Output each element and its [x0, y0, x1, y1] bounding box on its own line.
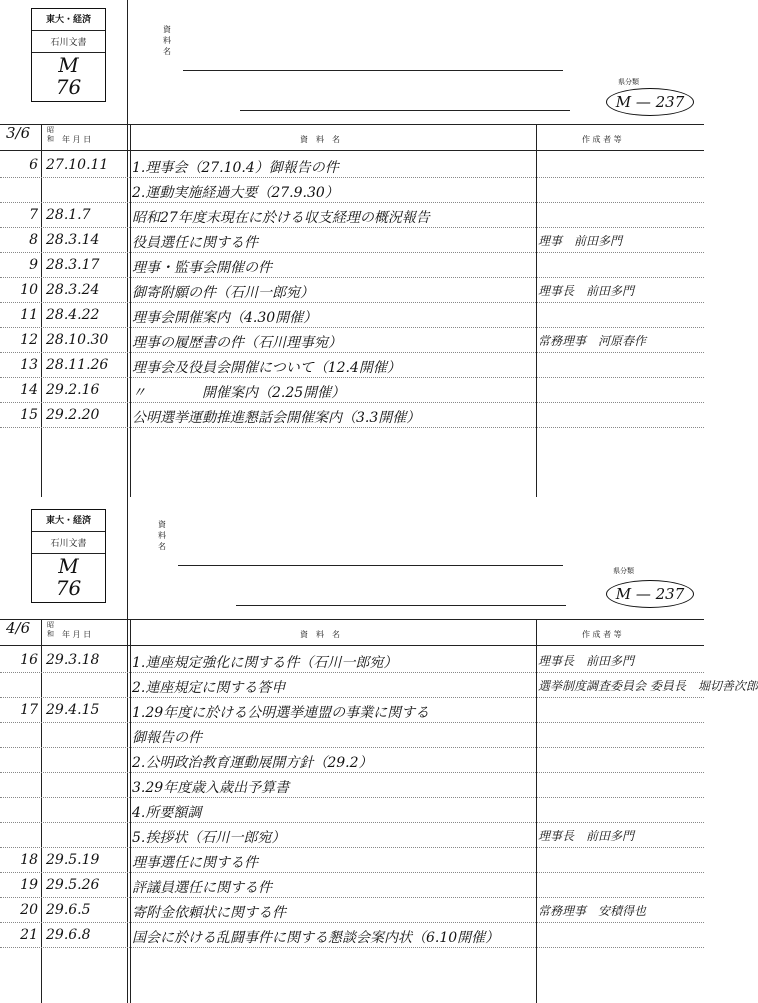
stamp-code-letter: M — [58, 53, 79, 77]
stamp-code-letter: M — [58, 554, 79, 578]
col-era: 昭和 — [47, 126, 54, 143]
record-number: 9 — [29, 257, 38, 273]
table-row — [0, 328, 704, 353]
col-date: 年 月 日 — [62, 630, 92, 639]
record-date: 29.6.8 — [46, 927, 91, 943]
classification-label: 県分類 — [618, 78, 639, 86]
record-date: 29.3.18 — [46, 652, 100, 668]
stamp-line1: 東大・経済 — [45, 516, 91, 526]
record-title: 理事・監事会開催の件 — [132, 260, 272, 276]
record-date: 27.10.11 — [46, 157, 109, 173]
stamp-line1: 東大・経済 — [45, 15, 91, 25]
table-row — [0, 848, 704, 873]
record-date: 28.10.30 — [46, 332, 109, 348]
record-author: 理事長 前田多門 — [538, 829, 635, 843]
stamp-line2: 石川文書 — [50, 539, 87, 549]
record-number: 16 — [20, 652, 38, 668]
record-title: 理事選任に関する件 — [132, 855, 258, 871]
table-row — [0, 178, 704, 203]
table-row — [0, 823, 704, 848]
table-row — [0, 698, 704, 723]
stamp-code-number: 76 — [55, 75, 82, 99]
record-title: 5.挨拶状（石川一郎宛） — [132, 830, 286, 846]
sheet-number: 4/6 — [6, 619, 31, 637]
sheet-number: 3/6 — [6, 124, 31, 142]
record-number: 14 — [20, 382, 38, 398]
record-author: 常務理事 河原春作 — [538, 334, 647, 348]
archive-stamp — [31, 8, 106, 102]
record-author: 理事長 前田多門 — [538, 654, 635, 668]
record-title: 3.29年度歳入歳出予算書 — [132, 780, 290, 796]
col-title: 資 料 名 — [300, 630, 340, 639]
record-title: 理事会開催案内（4.30開催） — [132, 310, 318, 326]
record-author: 選挙制度調査委員会 委員長 堀切善次郎 — [538, 679, 758, 693]
record-title: 2.公明政治教育運動展開方針（29.2） — [132, 755, 373, 771]
record-date: 28.1.7 — [46, 207, 91, 223]
record-number: 20 — [20, 902, 38, 918]
record-date: 28.3.17 — [46, 257, 100, 273]
table-row — [0, 203, 704, 228]
classification-label: 県分類 — [613, 567, 634, 575]
record-title: 〃 開催案内（2.25開催） — [132, 385, 346, 401]
table-row — [0, 898, 704, 923]
record-title: 1.連座規定強化に関する件（石川一郎宛） — [132, 655, 398, 671]
record-title: 4.所要額調 — [132, 805, 202, 821]
record-author: 常務理事 安積得也 — [538, 904, 647, 918]
record-date: 28.11.26 — [46, 357, 109, 373]
record-date: 28.3.24 — [46, 282, 100, 298]
record-title: 役員選任に関する件 — [132, 235, 258, 251]
record-title: 2.連座規定に関する答申 — [132, 680, 286, 696]
stamp-line2: 石川文書 — [50, 38, 87, 48]
record-date: 28.4.22 — [46, 307, 100, 323]
record-sheet-1 — [0, 0, 704, 497]
record-date: 29.5.26 — [46, 877, 100, 893]
record-number: 19 — [20, 877, 38, 893]
record-title: 2.運動実施経過大要（27.9.30） — [132, 185, 339, 201]
record-number: 11 — [20, 307, 38, 323]
record-number: 21 — [20, 927, 38, 943]
table-row — [0, 353, 704, 378]
record-title: 御報告の件 — [132, 730, 202, 746]
record-date: 29.6.5 — [46, 902, 91, 918]
table-row — [0, 798, 704, 823]
stamp-code-number: 76 — [55, 576, 82, 600]
row-rule — [0, 947, 704, 948]
table-row — [0, 253, 704, 278]
record-date: 29.2.20 — [46, 407, 100, 423]
table-row — [0, 303, 704, 328]
table-row — [0, 228, 704, 253]
record-number: 15 — [20, 407, 38, 423]
table-row — [0, 723, 704, 748]
table-row — [0, 403, 704, 428]
table-row — [0, 748, 704, 773]
col-date: 年 月 日 — [62, 135, 92, 144]
table-row — [0, 923, 704, 948]
record-number: 8 — [29, 232, 38, 248]
classification-oval: M — 237 — [606, 580, 694, 608]
record-number: 17 — [20, 702, 38, 718]
record-title: 評議員選任に関する件 — [132, 880, 272, 896]
record-date: 29.2.16 — [46, 382, 100, 398]
shiryo-mei-label: 資料名 — [163, 25, 171, 56]
col-title: 資 料 名 — [300, 135, 340, 144]
table-row — [0, 378, 704, 403]
record-number: 18 — [20, 852, 38, 868]
record-sheet-2 — [0, 497, 758, 1003]
record-title: 寄附金依頼状に関する件 — [132, 905, 286, 921]
record-author: 理事長 前田多門 — [538, 284, 635, 298]
record-title: 国会に於ける乱闘事件に関する懇談会案内状（6.10開催） — [132, 930, 500, 946]
record-number: 6 — [29, 157, 38, 173]
record-title: 公明選挙運動推進懇話会開催案内（3.3開催） — [132, 410, 421, 426]
record-author: 理事 前田多門 — [538, 234, 623, 248]
record-number: 12 — [20, 332, 38, 348]
record-number: 7 — [29, 207, 38, 223]
col-author: 作 成 者 等 — [582, 630, 622, 639]
record-number: 13 — [20, 357, 38, 373]
table-row — [0, 278, 704, 303]
shiryo-mei-label: 資料名 — [158, 520, 166, 551]
record-number: 10 — [20, 282, 38, 298]
table-row — [0, 873, 704, 898]
table-row — [0, 673, 758, 698]
row-rule — [0, 427, 704, 428]
record-date: 28.3.14 — [46, 232, 100, 248]
record-title: 1.理事会（27.10.4）御報告の件 — [132, 160, 339, 176]
record-title: 1.29年度に於ける公明選挙連盟の事業に関する — [132, 705, 430, 721]
col-era: 昭和 — [47, 621, 54, 638]
record-title: 理事の履歴書の件（石川理事宛） — [132, 335, 342, 351]
record-title: 昭和27年度末現在に於ける収支経理の概況報告 — [132, 210, 430, 226]
record-title: 御寄附願の件（石川一郎宛） — [132, 285, 314, 301]
table-row — [0, 773, 704, 798]
classification-oval: M — 237 — [606, 88, 694, 116]
record-date: 29.5.19 — [46, 852, 100, 868]
record-title: 理事会及役員会開催について（12.4開催） — [132, 360, 401, 376]
archive-stamp — [31, 509, 106, 603]
col-author: 作 成 者 等 — [582, 135, 622, 144]
table-row — [0, 648, 704, 673]
record-date: 29.4.15 — [46, 702, 100, 718]
table-row — [0, 153, 704, 178]
